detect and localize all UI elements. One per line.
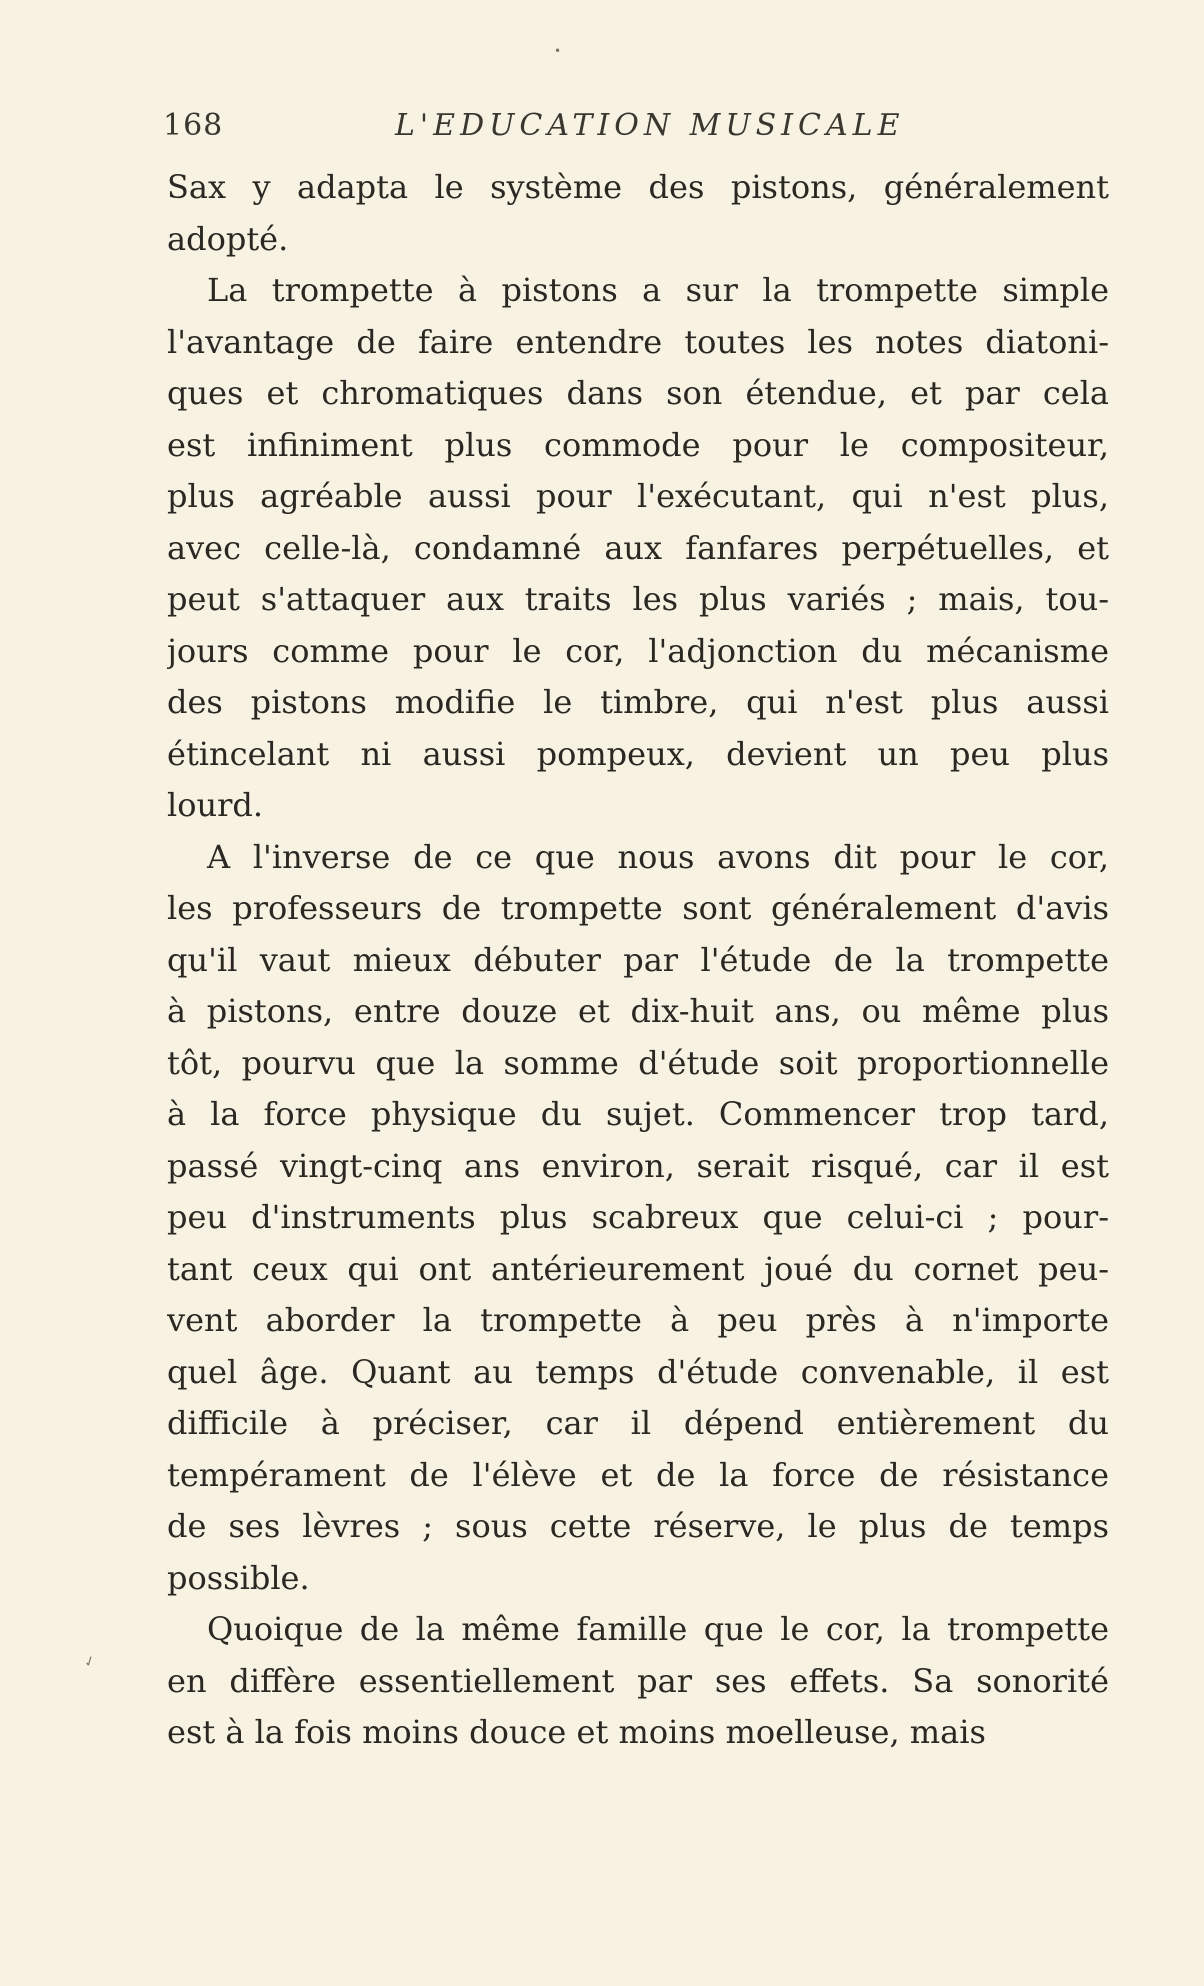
text-line: est à la fois moins douce et moins moelleuse, mais <box>167 1713 986 1751</box>
running-head <box>163 108 1103 148</box>
text-line: des pistons modifie le timbre, qui n'est plus aussi <box>167 683 1109 721</box>
text-line: plus agréable aussi pour l'exécutant, qui n'est plus, <box>167 477 1109 515</box>
text-line: ques et chromatiques dans son étendue, et par cela <box>167 374 1109 412</box>
text-line: A l'inverse de ce que nous avons dit pour le cor, <box>207 837 1109 876</box>
body-text <box>167 162 1109 1759</box>
text-line: lourd. <box>167 786 264 824</box>
text-line: à la force physique du sujet. Commencer trop tard, <box>167 1095 1109 1133</box>
text-line: La trompette à pistons a sur la trompette simple <box>207 271 1109 309</box>
text-line: jours comme pour le cor, l'adjonction du mécanisme <box>167 631 1109 670</box>
top-dot-mark: • <box>554 44 562 58</box>
text-line: étincelant ni aussi pompeux, devient un peu plus <box>167 734 1109 773</box>
text-line: possible. <box>167 1558 310 1597</box>
running-title: L'EDUCATION MUSICALE <box>395 108 905 143</box>
text-line: Quoique de la même famille que le cor, la trompette <box>207 1610 1109 1648</box>
text-line: avec celle-là, condamné aux fanfares perpétuelles, et <box>167 528 1109 567</box>
text-line: adopté. <box>167 219 289 258</box>
text-line: quel âge. Quant au temps d'étude convenable, il est <box>167 1352 1109 1391</box>
paragraph <box>167 832 1109 1605</box>
text-line: de ses lèvres ; sous cette réserve, le plus de temps <box>167 1507 1109 1545</box>
text-line: l'avantage de faire entendre toutes les notes diatoni- <box>167 322 1109 361</box>
text-line: Sax y adapta le système des pistons, généralement <box>167 168 1109 206</box>
text-line: passé vingt-cinq ans environ, serait risqué, car il est <box>167 1146 1109 1185</box>
text-line: tempérament de l'élève et de la force de résistance <box>167 1455 1109 1494</box>
paragraph <box>167 162 1109 265</box>
text-line: tôt, pourvu que la somme d'étude soit proportionnelle <box>167 1043 1109 1082</box>
text-line: peut s'attaquer aux traits les plus variés ; mais, tou- <box>167 580 1109 618</box>
text-line: à pistons, entre douze et dix-huit ans, ou même plus <box>167 992 1109 1030</box>
text-line: tant ceux qui ont antérieurement joué du cornet peu- <box>167 1249 1109 1288</box>
text-line: en diffère essentiellement par ses effets. Sa sonorité <box>167 1661 1109 1700</box>
text-line: peu d'instruments plus scabreux que celui-ci ; pour- <box>167 1198 1109 1236</box>
text-line: est infiniment plus commode pour le compositeur, <box>167 425 1109 464</box>
text-line: les professeurs de trompette sont généralement d'avis <box>167 889 1109 927</box>
paragraph <box>167 1604 1109 1759</box>
page-number: 168 <box>163 108 224 143</box>
margin-tick-mark: ✓ <box>81 1652 99 1672</box>
text-line: vent aborder la trompette à peu près à n'importe <box>167 1301 1109 1339</box>
paragraph <box>167 265 1109 832</box>
text-line: qu'il vaut mieux débuter par l'étude de la trompette <box>167 940 1109 979</box>
text-line: difficile à préciser, car il dépend entièrement du <box>167 1404 1109 1442</box>
